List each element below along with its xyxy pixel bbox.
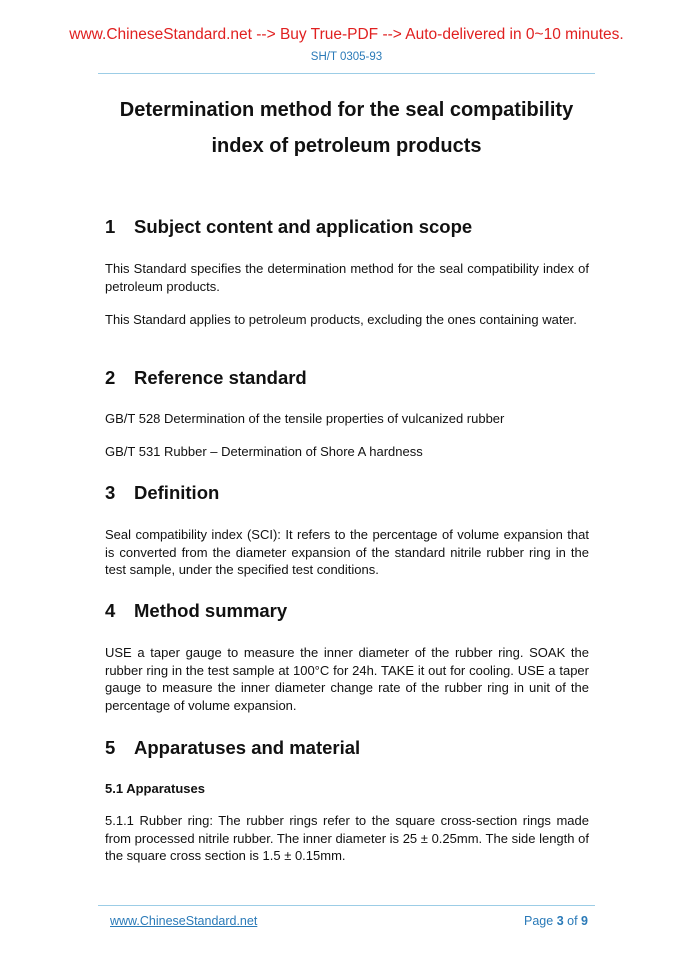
header-banner-link[interactable]: www.ChineseStandard.net --> Buy True-PDF --> Auto-delivered in 0~10 minutes. (69, 26, 624, 43)
section-1-heading (105, 216, 472, 238)
section-title: Definition (134, 482, 220, 503)
section-2-paragraph-1: GB/T 528 Determination of the tensile properties of vulcanized rubber (105, 411, 505, 426)
document-title (60, 92, 633, 164)
subsection-5-1-heading: 5.1 Apparatuses (105, 781, 205, 796)
section-number: 5 (105, 737, 116, 758)
page-of: of (567, 914, 578, 928)
header-divider (98, 73, 595, 74)
section-1-paragraph-2: This Standard applies to petroleum products, excluding the ones containing water. (105, 312, 577, 327)
section-4-heading (105, 600, 287, 622)
section-number: 4 (105, 600, 116, 621)
section-title: Method summary (134, 600, 288, 621)
section-number: 3 (105, 482, 116, 503)
section-title: Apparatuses and material (134, 737, 361, 758)
section-number: 2 (105, 367, 116, 388)
page-total: 9 (581, 914, 588, 928)
section-title: Subject content and application scope (134, 216, 473, 237)
section-number: 1 (105, 216, 116, 237)
section-5-paragraph-1: 5.1.1 Rubber ring: The rubber rings refer to the square cross-section rings made from processed nitrile rubber. The inner diameter is 25 ± 0.25mm. The side length of the square cross section is 1.5 ± 0.15mm. (105, 813, 589, 863)
page-prefix: Page (524, 914, 554, 928)
footer-divider (98, 905, 595, 906)
page-current: 3 (556, 914, 564, 928)
section-2-paragraph-2: GB/T 531 Rubber – Determination of Shore A hardness (105, 444, 423, 459)
section-4-paragraph-1: USE a taper gauge to measure the inner diameter of the rubber ring. SOAK the rubber ring in the test sample at 100°C for 24h. TAKE it out for cooling. USE a taper gauge to measure the inner diameter change rate of the rubber ring in unit of the percentage of volume expansion. (105, 645, 589, 713)
title-line-1: Determination method for the seal compatibility (119, 99, 574, 121)
title-line-2: index of petroleum products (211, 135, 482, 157)
section-2-heading (105, 367, 307, 389)
section-title: Reference standard (134, 367, 307, 388)
section-1-paragraph-1: This Standard specifies the determination method for the seal compatibility index of petroleum products. (105, 261, 589, 294)
footer-website-link[interactable]: www.ChineseStandard.net (110, 914, 258, 928)
section-3-heading (105, 482, 219, 504)
section-5-heading (105, 737, 360, 759)
document-number: SH/T 0305-93 (310, 51, 383, 63)
page-indicator (524, 914, 588, 928)
section-3-paragraph-1: Seal compatibility index (SCI): It refers to the percentage of volume expansion that is converted from the diameter expansion of the standard nitrile rubber ring in the test sample, under the specified test conditions. (105, 527, 589, 577)
